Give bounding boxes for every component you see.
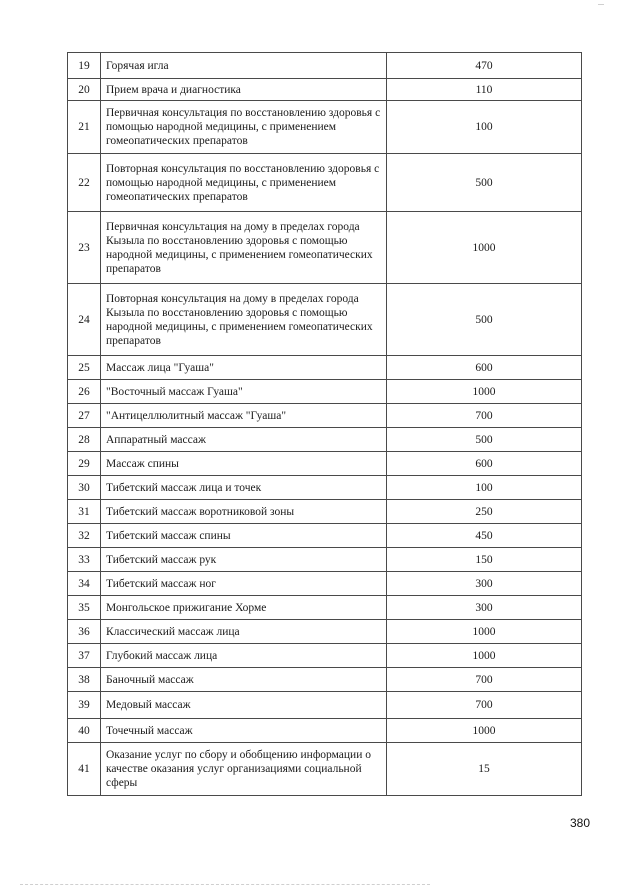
service-name: Баночный массаж [101,668,387,692]
service-price: 500 [387,428,582,452]
service-price: 1000 [387,719,582,743]
table-row [68,524,582,548]
service-name: Прием врача и диагностика [101,79,387,101]
table-row [68,101,582,154]
service-name: Горячая игла [101,53,387,79]
service-name: Классический массаж лица [101,620,387,644]
row-number: 31 [68,500,101,524]
row-number: 30 [68,476,101,500]
row-number: 33 [68,548,101,572]
service-name: Повторная консультация на дому в пределах города Кызыла по восстановлению здоровья с помощью народной медицины, с применением гомеопатических препаратов [101,284,387,356]
table-row [68,719,582,743]
table-row [68,404,582,428]
service-name: Массаж спины [101,452,387,476]
table-row [68,212,582,284]
row-number: 28 [68,428,101,452]
service-price: 300 [387,596,582,620]
table-row [68,596,582,620]
table-row [68,644,582,668]
service-name: Повторная консультация по восстановлению здоровья с помощью народной медицины, с применением гомеопатических препаратов [101,154,387,212]
row-number: 20 [68,79,101,101]
table-row [68,380,582,404]
row-number: 26 [68,380,101,404]
service-price: 470 [387,53,582,79]
row-number: 23 [68,212,101,284]
table-row [68,356,582,380]
service-name: Медовый массаж [101,692,387,719]
table-row [68,79,582,101]
row-number: 34 [68,572,101,596]
row-number: 37 [68,644,101,668]
service-price: 250 [387,500,582,524]
service-name: Тибетский массаж спины [101,524,387,548]
row-number: 36 [68,620,101,644]
service-price: 1000 [387,620,582,644]
service-price: 1000 [387,212,582,284]
service-price: 1000 [387,380,582,404]
table-row [68,428,582,452]
table-row [68,668,582,692]
service-name: "Антицеллюлитный массаж "Гуаша" [101,404,387,428]
row-number: 38 [68,668,101,692]
row-number: 29 [68,452,101,476]
service-name: "Восточный массаж Гуаша" [101,380,387,404]
service-name: Первичная консультация на дому в пределах города Кызыла по восстановлению здоровья с помощью народной медицины, с применением гомеопатических препаратов [101,212,387,284]
row-number: 25 [68,356,101,380]
table-row [68,548,582,572]
row-number: 22 [68,154,101,212]
service-name: Аппаратный массаж [101,428,387,452]
row-number: 19 [68,53,101,79]
row-number: 41 [68,743,101,796]
services-table-body [68,53,582,796]
service-name: Тибетский массаж ног [101,572,387,596]
row-number: 24 [68,284,101,356]
table-row [68,743,582,796]
table-row [68,476,582,500]
service-price: 700 [387,404,582,428]
service-name: Монгольское прижигание Хорме [101,596,387,620]
table-row [68,284,582,356]
row-number: 27 [68,404,101,428]
row-number: 39 [68,692,101,719]
scan-mark [598,4,604,5]
service-name: Тибетский массаж воротниковой зоны [101,500,387,524]
service-price: 100 [387,476,582,500]
service-price: 300 [387,572,582,596]
service-price: 450 [387,524,582,548]
table-row [68,620,582,644]
table-row [68,53,582,79]
table-row [68,572,582,596]
scan-edge-line [20,884,430,885]
service-price: 700 [387,692,582,719]
row-number: 21 [68,101,101,154]
service-price: 100 [387,101,582,154]
row-number: 32 [68,524,101,548]
table-row [68,154,582,212]
service-price: 600 [387,452,582,476]
service-name: Точечный массаж [101,719,387,743]
service-price: 110 [387,79,582,101]
service-name: Первичная консультация по восстановлению здоровья с помощью народной медицины, с применением гомеопатических препаратов [101,101,387,154]
service-name: Тибетский массаж лица и точек [101,476,387,500]
row-number: 35 [68,596,101,620]
table-row [68,500,582,524]
service-price: 15 [387,743,582,796]
services-price-table [67,52,582,796]
table-row [68,692,582,719]
service-name: Тибетский массаж рук [101,548,387,572]
service-price: 600 [387,356,582,380]
service-name: Глубокий массаж лица [101,644,387,668]
service-name: Массаж лица "Гуаша" [101,356,387,380]
row-number: 40 [68,719,101,743]
service-price: 150 [387,548,582,572]
table-row [68,452,582,476]
service-price: 1000 [387,644,582,668]
service-price: 500 [387,284,582,356]
service-price: 700 [387,668,582,692]
service-name: Оказание услуг по сбору и обобщению информации о качестве оказания услуг организациями социальной сферы [101,743,387,796]
service-price: 500 [387,154,582,212]
page-number: 380 [570,816,591,830]
